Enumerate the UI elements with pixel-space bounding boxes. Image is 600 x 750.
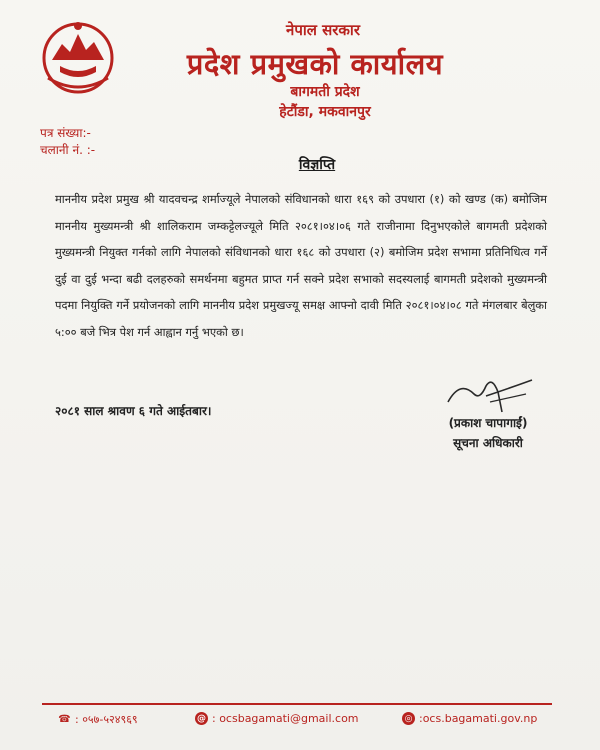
government-name: नेपाल सरकार (286, 21, 360, 39)
signature-mark (440, 372, 540, 418)
footer-website (402, 712, 537, 725)
website-url[interactable]: :ocs.bagamati.gov.np (419, 712, 538, 725)
notice-title: विज्ञप्ति (298, 157, 336, 173)
notice-body: माननीय प्रदेश प्रमुख श्री यादवचन्द्र शर्माज्यूले नेपालको संविधानको धारा १६९ को उपधारा (१) को खण्ड (क) बमोजिम माननीय मुख्यमन्त्री श्री शालिकराम जम्कट्टेलज्यूले मिति २०८१।०४।०६ गते राजीनामा दिनुभएकोले बागमती प्रदेशको मुख्यमन्त्री नियुक्त गर्नको लागि नेपालको संविधानको धारा १६८ को उपधारा (२) बमोजिम प्रदेश सभामा प्रतिनिधित्व गर्ने दुई वा दुई भन्दा बढी दलहरुको समर्थनमा बहुमत प्राप्त गर्न सक्ने प्रदेश सभाको सदस्यलाई बागमती प्रदेशको मुख्यमन्त्री पदमा नियुक्ति गर्ने प्रयोजनको लागि माननीय प्रदेश प्रमुखज्यू समक्ष आफ्नो दावी मिति २०८१।०४।०८ गते मंगलबार बेलुका ५:०० बजे भित्र पेश गर्न आह्वान गर्नु भएको छ। (55, 192, 547, 339)
signatory-name: (प्रकाश चापागाईं) (448, 416, 528, 430)
office-address: हेटौंडा, मकवानपुर (279, 104, 371, 120)
phone-icon: ☎ (58, 714, 71, 725)
office-name: प्रदेश प्रमुखको कार्यालय (186, 47, 444, 81)
province-name: बागमती प्रदेश (290, 84, 360, 100)
email-icon: @ (197, 713, 206, 724)
web-icon: ◎ (402, 712, 415, 725)
phone-number: : ०५७-५२४९६९ (75, 713, 138, 726)
footer-email (195, 712, 359, 725)
signatory-title: सूचना अधिकारी (453, 436, 523, 450)
notice-date: २०८१ साल श्रावण ६ गते आईतबार। (55, 404, 212, 418)
nepal-emblem-icon (38, 16, 118, 96)
letter-number: पत्र संख्या:- (40, 126, 91, 140)
dispatch-number: चलानी नं. :- (40, 143, 96, 157)
footer-divider (42, 703, 552, 705)
email-address[interactable]: : ocsbagamati@gmail.com (212, 712, 359, 725)
footer-phone (58, 712, 138, 727)
